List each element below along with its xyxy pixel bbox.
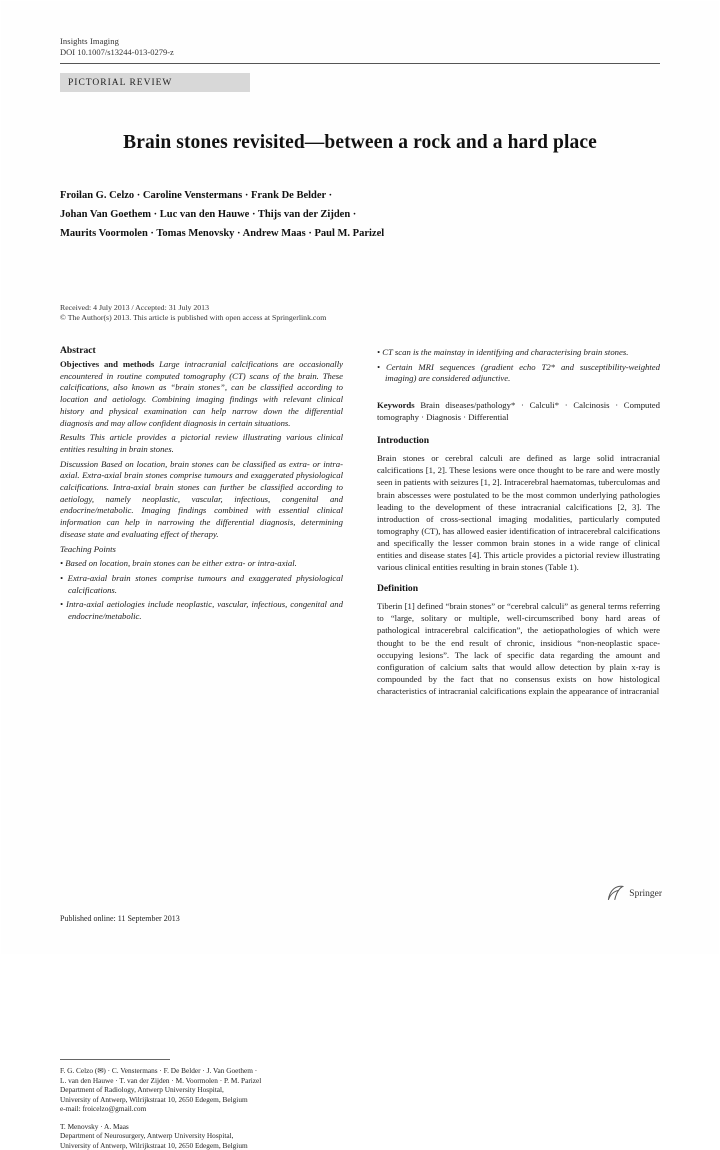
- published-online-line: Published online: 11 September 2013: [60, 914, 180, 923]
- section-paragraph: Tiberin [1] defined “brain stones” or “cerebral calculi” as general terms referring to “large, solitary or multiple, well-circumscribed bony hard areas of pathological intracerebral calcification”, the aetiopathologies of which were thought to be the end result of chronic, insidious “non-neoplastic space-occupying lesions”. The lack of specific data regarding the amount and configuration of calcium salts that would allow detection by plain x-ray is compounded by the fact that no consensus exists on how histological characteristics of intracranial calcifications explain the appearance of intracranial: [377, 600, 660, 697]
- affiliation-line: University of Antwerp, Wilrijkstraat 10, 2650 Edegem, Belgium: [60, 1095, 343, 1105]
- list-item: • CT scan is the mainstay in identifying and characterising brain stones.: [377, 347, 660, 359]
- abstract-objectives-text: Large intracranial calcifications are occasionally encountered in routine computed tomography (CT) scans of the brain. These calcifications, also known as “brain stones”, can be classified according to location and aetiology. Combining imaging findings with relevant clinical history and physical examination can help narrow down the differential diagnosis and may allow confident diagnosis in certain situations.: [60, 359, 343, 428]
- abstract-discussion: [60, 459, 343, 541]
- publisher-name: Springer: [629, 889, 662, 899]
- journal-doi: DOI 10.1007/s13244-013-0279-z: [60, 47, 660, 58]
- affiliation-line: F. G. Celzo (✉) · C. Venstermans · F. De Belder · J. Van Goethem ·: [60, 1066, 343, 1076]
- teaching-points-list-continued: [377, 347, 660, 385]
- author-line: Johan Van Goethem · Luc van den Hauwe · Thijs van der Zijden ·: [60, 205, 660, 224]
- left-column: [60, 345, 343, 626]
- springer-mark-icon: [606, 884, 625, 903]
- author-line: Maurits Voormolen · Tomas Menovsky · Andrew Maas · Paul M. Parizel: [60, 224, 660, 243]
- received-accepted-line: Received: 4 July 2013 / Accepted: 31 July 2013: [60, 303, 660, 313]
- abstract-results: [60, 432, 343, 455]
- footnote-divider: [60, 1059, 170, 1060]
- section-heading-definition: Definition: [377, 583, 660, 594]
- abstract-objectives-label: Objectives and methods: [60, 359, 154, 369]
- right-column: [377, 345, 660, 705]
- teaching-points-list: [60, 558, 343, 623]
- abstract-heading: Abstract: [60, 345, 343, 356]
- page-title: Brain stones revisited—between a rock and a hard place: [60, 132, 660, 154]
- keywords: [377, 399, 660, 423]
- teaching-points-label: Teaching Points: [60, 544, 343, 556]
- affiliation-line: University of Antwerp, Wilrijkstraat 10, 2650 Edegem, Belgium: [60, 1141, 343, 1150]
- abstract-results-text: This article provides a pictorial review illustrating various clinical entities resulting in brain stones.: [60, 432, 343, 454]
- author-line: Froilan G. Celzo · Caroline Venstermans · Frank De Belder ·: [60, 186, 660, 205]
- keywords-label: Keywords: [377, 400, 415, 410]
- list-item: • Based on location, brain stones can be either extra- or intra-axial.: [60, 558, 343, 570]
- abstract-discussion-text: Based on location, brain stones can be classified as extra- or intra-axial. Extra-axial brain stones comprise tumours and exaggerated physiological calcifications. Intra-axial brain stones can further be classified according to aetiology, namely neoplastic, vascular, infectious, congenital and endocrine/metabolic. Imaging findings combined with essential clinical information can help in narrowing the differential diagnosis, determining disease state and evaluating effect of therapy.: [60, 459, 343, 539]
- abstract-discussion-label: Discussion: [60, 459, 98, 469]
- section-paragraph: Brain stones or cerebral calculi are defined as large solid intracranial calcifications [1, 2]. These lesions were once thought to be rare and were mostly seen in patients with seizures [1, 2]. Intracerebral haematomas, tuberculomas and brain abscesses were postulated to be the most common underlying pathologies leading to the development of these intracranial calcifications [2, 3]. The introduction of cross-sectional imaging modalities, particularly computed tomography (CT), has allowed easier identification of intracerebral calcifications and specifically the lesser common brain stones in a wide range of clinical entities and disease states [4]. This article provides a pictorial review illustrating various clinical entities resulting in brain stones (Table 1).: [377, 452, 660, 573]
- list-item: • Intra-axial aetiologies include neoplastic, vascular, infectious, congenital and endocrine/metabolic.: [60, 599, 343, 622]
- copyright-line: © The Author(s) 2013. This article is published with open access at Springerlink.com: [60, 313, 660, 323]
- publisher-logo: [606, 884, 662, 903]
- keywords-text: Brain diseases/pathology* · Calculi* · Calcinosis · Computed tomography · Diagnosis · Differential: [377, 400, 660, 422]
- affiliation-email[interactable]: e-mail: froicelzo@gmail.com: [60, 1104, 343, 1114]
- abstract-results-label: Results: [60, 432, 85, 442]
- author-list: [60, 186, 660, 243]
- journal-header: [60, 36, 660, 58]
- article-type-banner: [60, 73, 250, 92]
- affiliations-footnote: [60, 1059, 343, 1150]
- list-item: • Extra-axial brain stones comprise tumours and exaggerated physiological calcifications.: [60, 573, 343, 596]
- article-type-label: PICTORIAL REVIEW: [68, 78, 172, 88]
- journal-name: Insights Imaging: [60, 36, 660, 47]
- list-item: • Certain MRI sequences (gradient echo T2* and susceptibility-weighted imaging) are considered adjunctive.: [377, 362, 660, 385]
- affiliation-line: Department of Radiology, Antwerp University Hospital,: [60, 1085, 343, 1095]
- affiliation-line: T. Menovsky · A. Maas: [60, 1122, 343, 1132]
- header-divider: [60, 63, 660, 64]
- affiliation-line: Department of Neurosurgery, Antwerp University Hospital,: [60, 1131, 343, 1141]
- section-heading-introduction: Introduction: [377, 435, 660, 446]
- abstract-objectives: [60, 359, 343, 429]
- affiliation-line: L. van den Hauwe · T. van der Zijden · M. Voormolen · P. M. Parizel: [60, 1076, 343, 1086]
- page-content: [60, 36, 660, 345]
